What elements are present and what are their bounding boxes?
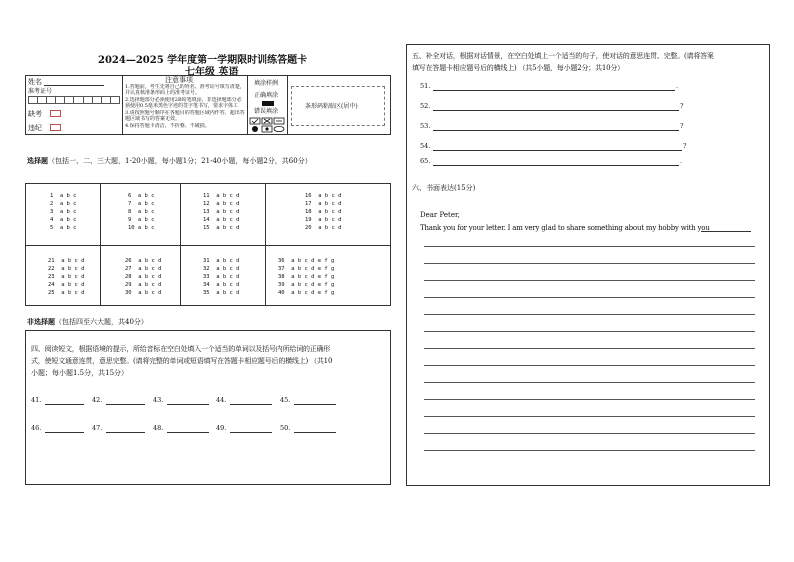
choice-item[interactable]: 18 a b c d bbox=[305, 209, 342, 215]
section4-text-1: 四、阅读短文，根据语境的提示，所给音标在空白处填入一个适当的单词以及括号内所给词的正确形 bbox=[31, 345, 331, 353]
writing-line[interactable] bbox=[424, 433, 755, 434]
blank-47[interactable] bbox=[106, 432, 145, 433]
dialog-line-53[interactable] bbox=[433, 130, 679, 131]
choice-item[interactable]: 28 a b c d bbox=[125, 274, 162, 280]
blank-48[interactable] bbox=[167, 432, 209, 433]
header-divider-1 bbox=[122, 75, 123, 135]
writing-line[interactable] bbox=[424, 450, 755, 451]
header-divider-3 bbox=[287, 75, 288, 135]
foul-label: 违纪 bbox=[28, 124, 42, 132]
choice-item[interactable]: 17 a b c d bbox=[305, 201, 342, 207]
fill-example-heading: 填涂样例 bbox=[254, 80, 279, 87]
notes-item-3: 3.请按照题号顺序在各题目的答题区域内作答，超出答题区域书写的答案无效。 bbox=[125, 110, 245, 122]
blank-num: 50. bbox=[280, 424, 291, 432]
fill-wrong-label: 错误填涂 bbox=[254, 108, 279, 115]
choice-item[interactable]: 24 a b c d bbox=[48, 282, 85, 288]
exam-no-boxes[interactable] bbox=[28, 96, 120, 104]
writing-line[interactable] bbox=[424, 348, 755, 349]
dialog-end: . bbox=[680, 157, 683, 165]
choice-item[interactable]: 23 a b c d bbox=[48, 274, 85, 280]
nonchoice-heading: 非选择题（包括四至六大题，共40分） bbox=[27, 317, 148, 326]
choice-item[interactable]: 14 a b c d bbox=[203, 217, 240, 223]
choice-item[interactable]: 30 a b c d bbox=[125, 290, 162, 296]
writing-line[interactable] bbox=[424, 314, 755, 315]
choice-item[interactable]: 15 a b c d bbox=[203, 225, 240, 231]
section5-text-2: 填写在答题卡相应题号后的横线上) （共5小题，每小题2分；共10分） bbox=[412, 64, 624, 72]
choice-item[interactable]: 20 a b c d bbox=[305, 225, 342, 231]
dialog-line-51[interactable] bbox=[433, 90, 675, 91]
blank-44[interactable] bbox=[230, 404, 272, 405]
letter-first-line-blank[interactable] bbox=[701, 231, 751, 232]
choice-item[interactable]: 4 a b c bbox=[50, 217, 77, 223]
choice-item[interactable]: 9 a b c bbox=[128, 217, 155, 223]
writing-line[interactable] bbox=[424, 331, 755, 332]
choice-item[interactable]: 31 a b c d bbox=[203, 258, 240, 264]
choice-item[interactable]: 36 a b c d e f g bbox=[278, 258, 335, 264]
wrong-fill-samples bbox=[249, 117, 286, 133]
dialog-line-65[interactable] bbox=[433, 165, 679, 166]
header-divider-2 bbox=[247, 75, 248, 135]
page-title: 2024—2025 学年度第一学期限时训练答题卡 bbox=[98, 55, 308, 66]
choice-item[interactable]: 32 a b c d bbox=[203, 266, 240, 272]
writing-line[interactable] bbox=[424, 416, 755, 417]
choice-item[interactable]: 27 a b c d bbox=[125, 266, 162, 272]
choice-item[interactable]: 11 a b c d bbox=[203, 193, 240, 199]
choice-item[interactable]: 6 a b c bbox=[128, 193, 155, 199]
dialog-num: 65. bbox=[420, 157, 431, 165]
blank-num: 49. bbox=[216, 424, 227, 432]
section5-text-1: 五、补全对话，根据对话情景，在空白处填上一个适当的句子，使对话的意思连贯、完整。(请将答案 bbox=[412, 52, 714, 60]
choice-item[interactable]: 39 a b c d e f g bbox=[278, 282, 335, 288]
fill-correct-label: 正确填涂 bbox=[254, 92, 279, 99]
blank-num: 45. bbox=[280, 396, 291, 404]
dialog-line-54[interactable] bbox=[433, 150, 682, 151]
writing-line[interactable] bbox=[424, 263, 755, 264]
dialog-end: ? bbox=[683, 142, 687, 150]
choice-item[interactable]: 13 a b c d bbox=[203, 209, 240, 215]
choice-item[interactable]: 1 a b c bbox=[50, 193, 77, 199]
blank-num: 47. bbox=[92, 424, 103, 432]
name-label: 姓名 bbox=[28, 78, 42, 86]
choice-item[interactable]: 34 a b c d bbox=[203, 282, 240, 288]
choice-col-2 bbox=[180, 183, 181, 306]
blank-41[interactable] bbox=[45, 404, 84, 405]
choice-item[interactable]: 8 a b c bbox=[128, 209, 155, 215]
choice-item[interactable]: 19 a b c d bbox=[305, 217, 342, 223]
choice-col-1 bbox=[100, 183, 101, 306]
writing-line[interactable] bbox=[424, 246, 755, 247]
writing-line[interactable] bbox=[424, 297, 755, 298]
choice-item[interactable]: 38 a b c d e f g bbox=[278, 274, 335, 280]
name-field[interactable] bbox=[44, 85, 104, 86]
blank-43[interactable] bbox=[167, 404, 209, 405]
choice-heading: 选择题（包括一、二、三大题，1-20小题，每小题1分；21-40小题，每小题2分，共60分） bbox=[27, 156, 312, 165]
blank-42[interactable] bbox=[106, 404, 145, 405]
choice-item[interactable]: 22 a b c d bbox=[48, 266, 85, 272]
dialog-end: . bbox=[676, 82, 679, 90]
page-subtitle: 七年级 英语 bbox=[185, 67, 239, 78]
blank-num: 42. bbox=[92, 396, 103, 404]
correct-fill-sample bbox=[262, 101, 274, 106]
letter-first-line: Thank you for your letter. I am very glad to share something about my hobby with you bbox=[420, 224, 710, 232]
blank-50[interactable] bbox=[294, 432, 336, 433]
blank-45[interactable] bbox=[294, 404, 336, 405]
dialog-end: ? bbox=[680, 102, 684, 110]
choice-item[interactable]: 37 a b c d e f g bbox=[278, 266, 335, 272]
blank-49[interactable] bbox=[230, 432, 272, 433]
section4-text-3: 小题；每小题1.5分，共15分） bbox=[31, 369, 129, 377]
section6-heading: 六、书面表达(15分) bbox=[412, 184, 476, 192]
choice-item[interactable]: 21 a b c d bbox=[48, 258, 85, 264]
dialog-num: 51. bbox=[420, 82, 431, 90]
choice-item[interactable]: 3 a b c bbox=[50, 209, 77, 215]
choice-item[interactable]: 35 a b c d bbox=[203, 290, 240, 296]
choice-col-3 bbox=[265, 183, 266, 306]
choice-item[interactable]: 33 a b c d bbox=[203, 274, 240, 280]
blank-num: 44. bbox=[216, 396, 227, 404]
letter-greeting: Dear Peter, bbox=[420, 211, 460, 219]
absent-box[interactable] bbox=[50, 110, 61, 117]
choice-item[interactable]: 29 a b c d bbox=[125, 282, 162, 288]
writing-line[interactable] bbox=[424, 365, 755, 366]
choice-item[interactable]: 26 a b c d bbox=[125, 258, 162, 264]
section4-text-2: 式，使短文通意连贯，意思完整。(请将完整的单词或短语填写在答题卡相应题号后的横线上) （共10 bbox=[31, 357, 333, 365]
absent-label: 缺考 bbox=[28, 110, 42, 118]
blank-num: 43. bbox=[153, 396, 164, 404]
barcode-label: 条形码粘贴区(居中) bbox=[305, 103, 358, 110]
dialog-end: ? bbox=[680, 122, 684, 130]
dialog-line-52[interactable] bbox=[433, 110, 679, 111]
notes-item-4: 4.保持答题卡清洁，不折叠、不破损。 bbox=[125, 123, 210, 129]
choice-item[interactable]: 12 a b c d bbox=[203, 201, 240, 207]
choice-item[interactable]: 16 a b c d bbox=[305, 193, 342, 199]
notes-item-2: 2.选择题部分必须使用2B铅笔填涂，非选择题部分必须使用0.5毫米黑色字迹的签字笔书写，要求字体工 bbox=[125, 97, 242, 109]
dialog-num: 53. bbox=[420, 122, 431, 130]
choice-item[interactable]: 5 a b c bbox=[50, 225, 77, 231]
choice-item[interactable]: 2 a b c bbox=[50, 201, 77, 207]
writing-line[interactable] bbox=[424, 399, 755, 400]
choice-item[interactable]: 7 a b c bbox=[128, 201, 155, 207]
dialog-num: 52. bbox=[420, 102, 431, 110]
choice-item[interactable]: 10 a b c bbox=[128, 225, 155, 231]
exam-no-label: 准考证号 bbox=[28, 88, 53, 95]
blank-num: 46. bbox=[31, 424, 42, 432]
writing-line[interactable] bbox=[424, 382, 755, 383]
notes-heading: 注意事项 bbox=[165, 76, 193, 84]
blank-46[interactable] bbox=[45, 432, 84, 433]
choice-item[interactable]: 25 a b c d bbox=[48, 290, 85, 296]
choice-item[interactable]: 40 a b c d e f g bbox=[278, 290, 335, 296]
section4-box bbox=[25, 330, 391, 485]
writing-line[interactable] bbox=[424, 280, 755, 281]
choice-grid-mid bbox=[25, 245, 391, 246]
notes-item-1: 1.答题前，考生先将自己的姓名、准考证号填写清楚，并认真核准条形码上的准考证号。 bbox=[125, 84, 245, 96]
blank-num: 48. bbox=[153, 424, 164, 432]
foul-box[interactable] bbox=[50, 124, 61, 131]
dialog-num: 54. bbox=[420, 142, 431, 150]
blank-num: 41. bbox=[31, 396, 42, 404]
